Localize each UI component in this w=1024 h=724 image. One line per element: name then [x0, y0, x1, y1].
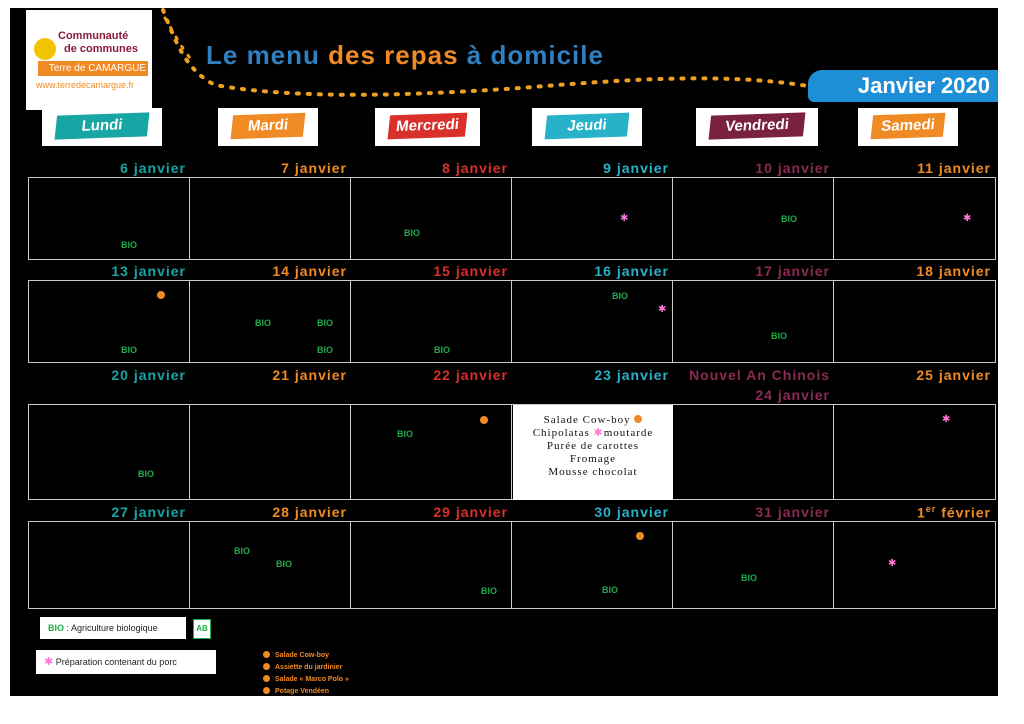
day-cell[interactable]: [672, 280, 834, 363]
pork-star-icon: ✱: [620, 213, 629, 224]
date-label: 17 janvier: [755, 263, 830, 279]
month-banner: Janvier 2020: [808, 70, 998, 102]
date-label: 18 janvier: [916, 263, 991, 279]
date-label: 8 janvier: [442, 160, 508, 176]
date-label: 15 janvier: [433, 263, 508, 279]
legend-pork-text: Préparation contenant du porc: [55, 657, 177, 667]
legend-bio-text: : Agriculture biologique: [66, 623, 158, 633]
date-label: 21 janvier: [272, 367, 347, 383]
menu-line: [513, 427, 673, 440]
bio-marker: BIO: [612, 291, 629, 301]
date-label: 13 janvier: [111, 263, 186, 279]
date-label: 10 janvier: [755, 160, 830, 176]
date-month: février: [941, 504, 991, 521]
day-cell[interactable]: [28, 177, 190, 260]
pork-star-icon: ✱: [658, 304, 667, 315]
day-cell[interactable]: [833, 177, 996, 260]
date-label: 14 janvier: [272, 263, 347, 279]
day-label: Samedi: [871, 113, 946, 139]
day-cell[interactable]: [833, 521, 996, 609]
date-label-1er-fevrier: [833, 504, 991, 521]
legend-bio-code: BIO: [48, 623, 65, 633]
pork-star-icon: ✱: [593, 427, 604, 439]
date-label: 31 janvier: [755, 504, 830, 520]
date-label: 16 janvier: [594, 263, 669, 279]
day-header-samedi: [858, 108, 958, 146]
day-cell[interactable]: [511, 280, 673, 363]
date-label: 20 janvier: [111, 367, 186, 383]
day-cell[interactable]: [672, 404, 834, 500]
menu-item: Fromage: [569, 453, 617, 465]
day-cell[interactable]: [28, 521, 190, 609]
menu-item: moutarde: [603, 427, 654, 439]
bio-marker: BIO: [771, 331, 788, 341]
bio-marker: BIO: [276, 559, 293, 569]
date-label: 6 janvier: [120, 160, 186, 176]
menu-item: Chipolatas: [532, 427, 590, 439]
day-header-vendredi: [696, 108, 818, 146]
bio-marker: BIO: [602, 585, 619, 595]
nouvel-an-chinois-label: Nouvel An Chinois: [689, 367, 830, 383]
bio-marker: BIO: [404, 228, 421, 238]
pork-star-icon: ✱: [942, 414, 951, 425]
bio-marker: BIO: [741, 573, 758, 583]
day-label: Lundi: [55, 112, 150, 139]
date-label: 7 janvier: [281, 160, 347, 176]
title-part2: des repas: [328, 40, 459, 70]
day-cell[interactable]: [350, 177, 512, 260]
day-header-mercredi: [375, 108, 480, 146]
day-cell[interactable]: [28, 280, 190, 363]
footnote-item: Assiette du jardinier: [263, 662, 349, 674]
date-label: 9 janvier: [603, 160, 669, 176]
day-cell[interactable]: [189, 404, 351, 500]
bio-marker: BIO: [121, 240, 138, 250]
bio-marker: BIO: [138, 469, 155, 479]
orange-dot-icon: [634, 415, 642, 423]
day-header-lundi: [42, 108, 162, 146]
bio-marker: BIO: [781, 214, 798, 224]
date-label: 22 janvier: [433, 367, 508, 383]
orange-dot-icon: [157, 291, 165, 299]
legend-bio: [40, 617, 186, 639]
bio-marker: BIO: [255, 318, 272, 328]
day-cell[interactable]: [28, 404, 190, 500]
menu-item: Mousse chocolat: [548, 466, 638, 478]
menu-item: Purée de carottes: [546, 440, 640, 452]
day-header-jeudi: [532, 108, 642, 146]
date-label: 23 janvier: [594, 367, 669, 383]
sun-icon: [34, 38, 56, 60]
date-label: 27 janvier: [111, 504, 186, 520]
day-label: Vendredi: [709, 112, 806, 139]
date-ordinal: er: [925, 504, 937, 514]
logo-communaute: [26, 10, 152, 110]
date-label: 29 janvier: [433, 504, 508, 520]
day-label: Mercredi: [388, 113, 468, 140]
orange-dot-icon: [636, 532, 644, 540]
date-label: 24 janvier: [755, 387, 830, 403]
date-label: 30 janvier: [594, 504, 669, 520]
title-part1: Le menu: [206, 40, 320, 70]
logo-url: www.terredecamargue.fr: [36, 80, 135, 90]
logo-line1: Communauté: [58, 30, 129, 42]
footnotes-list: [263, 650, 349, 698]
bio-marker: BIO: [434, 345, 451, 355]
bio-marker: BIO: [317, 318, 334, 328]
footnote-item: Salade Cow-boy: [263, 650, 349, 662]
day-cell[interactable]: [833, 280, 996, 363]
day-label: Jeudi: [545, 113, 630, 140]
logo-line2: de communes: [64, 43, 138, 55]
page-title: [206, 40, 604, 71]
pork-star-icon: ✱: [44, 656, 54, 668]
pork-star-icon: ✱: [963, 213, 972, 224]
day-cell[interactable]: [511, 177, 673, 260]
title-part3: à domicile: [466, 40, 604, 70]
day-cell[interactable]: [189, 177, 351, 260]
menu-item: Salade Cow-boy: [543, 414, 631, 426]
bio-marker: BIO: [121, 345, 138, 355]
date-label: 25 janvier: [916, 367, 991, 383]
day-cell[interactable]: [350, 280, 512, 363]
orange-dot-icon: [480, 416, 488, 424]
bio-marker: BIO: [397, 429, 414, 439]
bio-marker: BIO: [234, 546, 251, 556]
bio-marker: BIO: [317, 345, 334, 355]
date-day-number: 1: [916, 504, 926, 521]
footnote-item: Potage Vendéen: [263, 686, 349, 698]
day-cell[interactable]: [672, 521, 834, 609]
menu-23-janvier[interactable]: [513, 405, 673, 500]
date-label: 28 janvier: [272, 504, 347, 520]
date-label: 11 janvier: [917, 160, 991, 176]
day-cell[interactable]: [189, 521, 351, 609]
bio-marker: BIO: [481, 586, 498, 596]
day-label: Mardi: [231, 113, 306, 139]
ab-logo-icon: AB: [193, 619, 211, 639]
legend-pork: [36, 650, 216, 674]
footnote-item: Salade « Marco Polo »: [263, 674, 349, 686]
day-header-mardi: [218, 108, 318, 146]
day-cell[interactable]: [672, 177, 834, 260]
pork-star-icon: ✱: [888, 558, 897, 569]
logo-line3: Terre de CAMARGUE: [38, 61, 148, 76]
menu-line: [513, 414, 673, 427]
day-cell[interactable]: [511, 521, 673, 609]
day-cell[interactable]: [833, 404, 996, 500]
